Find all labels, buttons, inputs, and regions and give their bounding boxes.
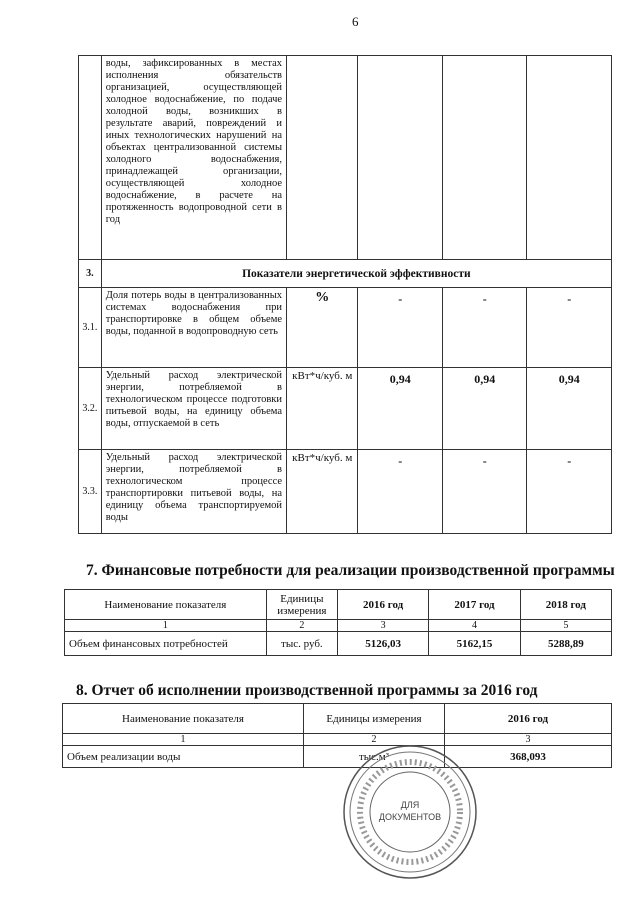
table-row: 3.3. Удельный расход электрической энергии, потребляемой в технологическом процессе транспортировки питьевой воды, на единицу объема транспортируемой воды кВт*ч/куб. м - - - — [79, 450, 612, 534]
column-number-row: 1 2 3 4 5 — [65, 620, 612, 632]
table-row — [79, 56, 612, 260]
section-title: Показатели энергетической эффективности — [101, 260, 611, 288]
program-report-table — [62, 703, 612, 768]
section8-heading: 8. Отчет об исполнении производственной программы за 2016 год — [76, 682, 538, 699]
table-row: 3.2. Удельный расход электрической энергии, потребляемой в технологическом процессе подготовки питьевой воды, на единицу объема воды, отпускаемой в сеть кВт*ч/куб. м 0,94 0,94 0,94 — [79, 368, 612, 450]
stamp-text-line2: ДОКУМЕНТОВ — [378, 812, 442, 822]
section-row — [79, 260, 612, 288]
page-number: 6 — [352, 14, 359, 29]
section7-heading: 7. Финансовые потребности для реализации производственной программы — [86, 562, 615, 579]
column-number-row: 1 2 3 — [63, 734, 612, 746]
table-header-row: Наименование показателя Единицы измерения 2016 год 2017 год 2018 год — [65, 590, 612, 620]
official-stamp — [340, 742, 480, 882]
financial-needs-table — [64, 589, 612, 656]
table-header-row: Наименование показателя Единицы измерения 2016 год — [63, 704, 612, 734]
table-row: 3.1. Доля потерь воды в централизованных системах водоснабжения при транспортировке в общем объеме воды, поданной в водопроводную сеть % - - - — [79, 288, 612, 368]
continuation-text: воды, зафиксированных в местах исполнения обязательств организацией, осуществляющей холодное водоснабжение, по подаче холодной воды, возникших в результате аварий, повреждений и иных технологических нарушений на объектах централизованной системы холодного водоснабжения, принадлежащей организации, осуществляющей холодное водоснабжение, в расчете на протяженность водопроводной сети в год — [101, 56, 286, 260]
indicators-table — [78, 55, 612, 534]
table-row: Объем реализации воды тыс.м³ 368,093 — [63, 746, 612, 768]
stamp-text-line1: ДЛЯ — [400, 800, 420, 810]
table-row: Объем финансовых потребностей тыс. руб. 5126,03 5162,15 5288,89 — [65, 632, 612, 656]
section-number: 3. — [79, 260, 102, 288]
